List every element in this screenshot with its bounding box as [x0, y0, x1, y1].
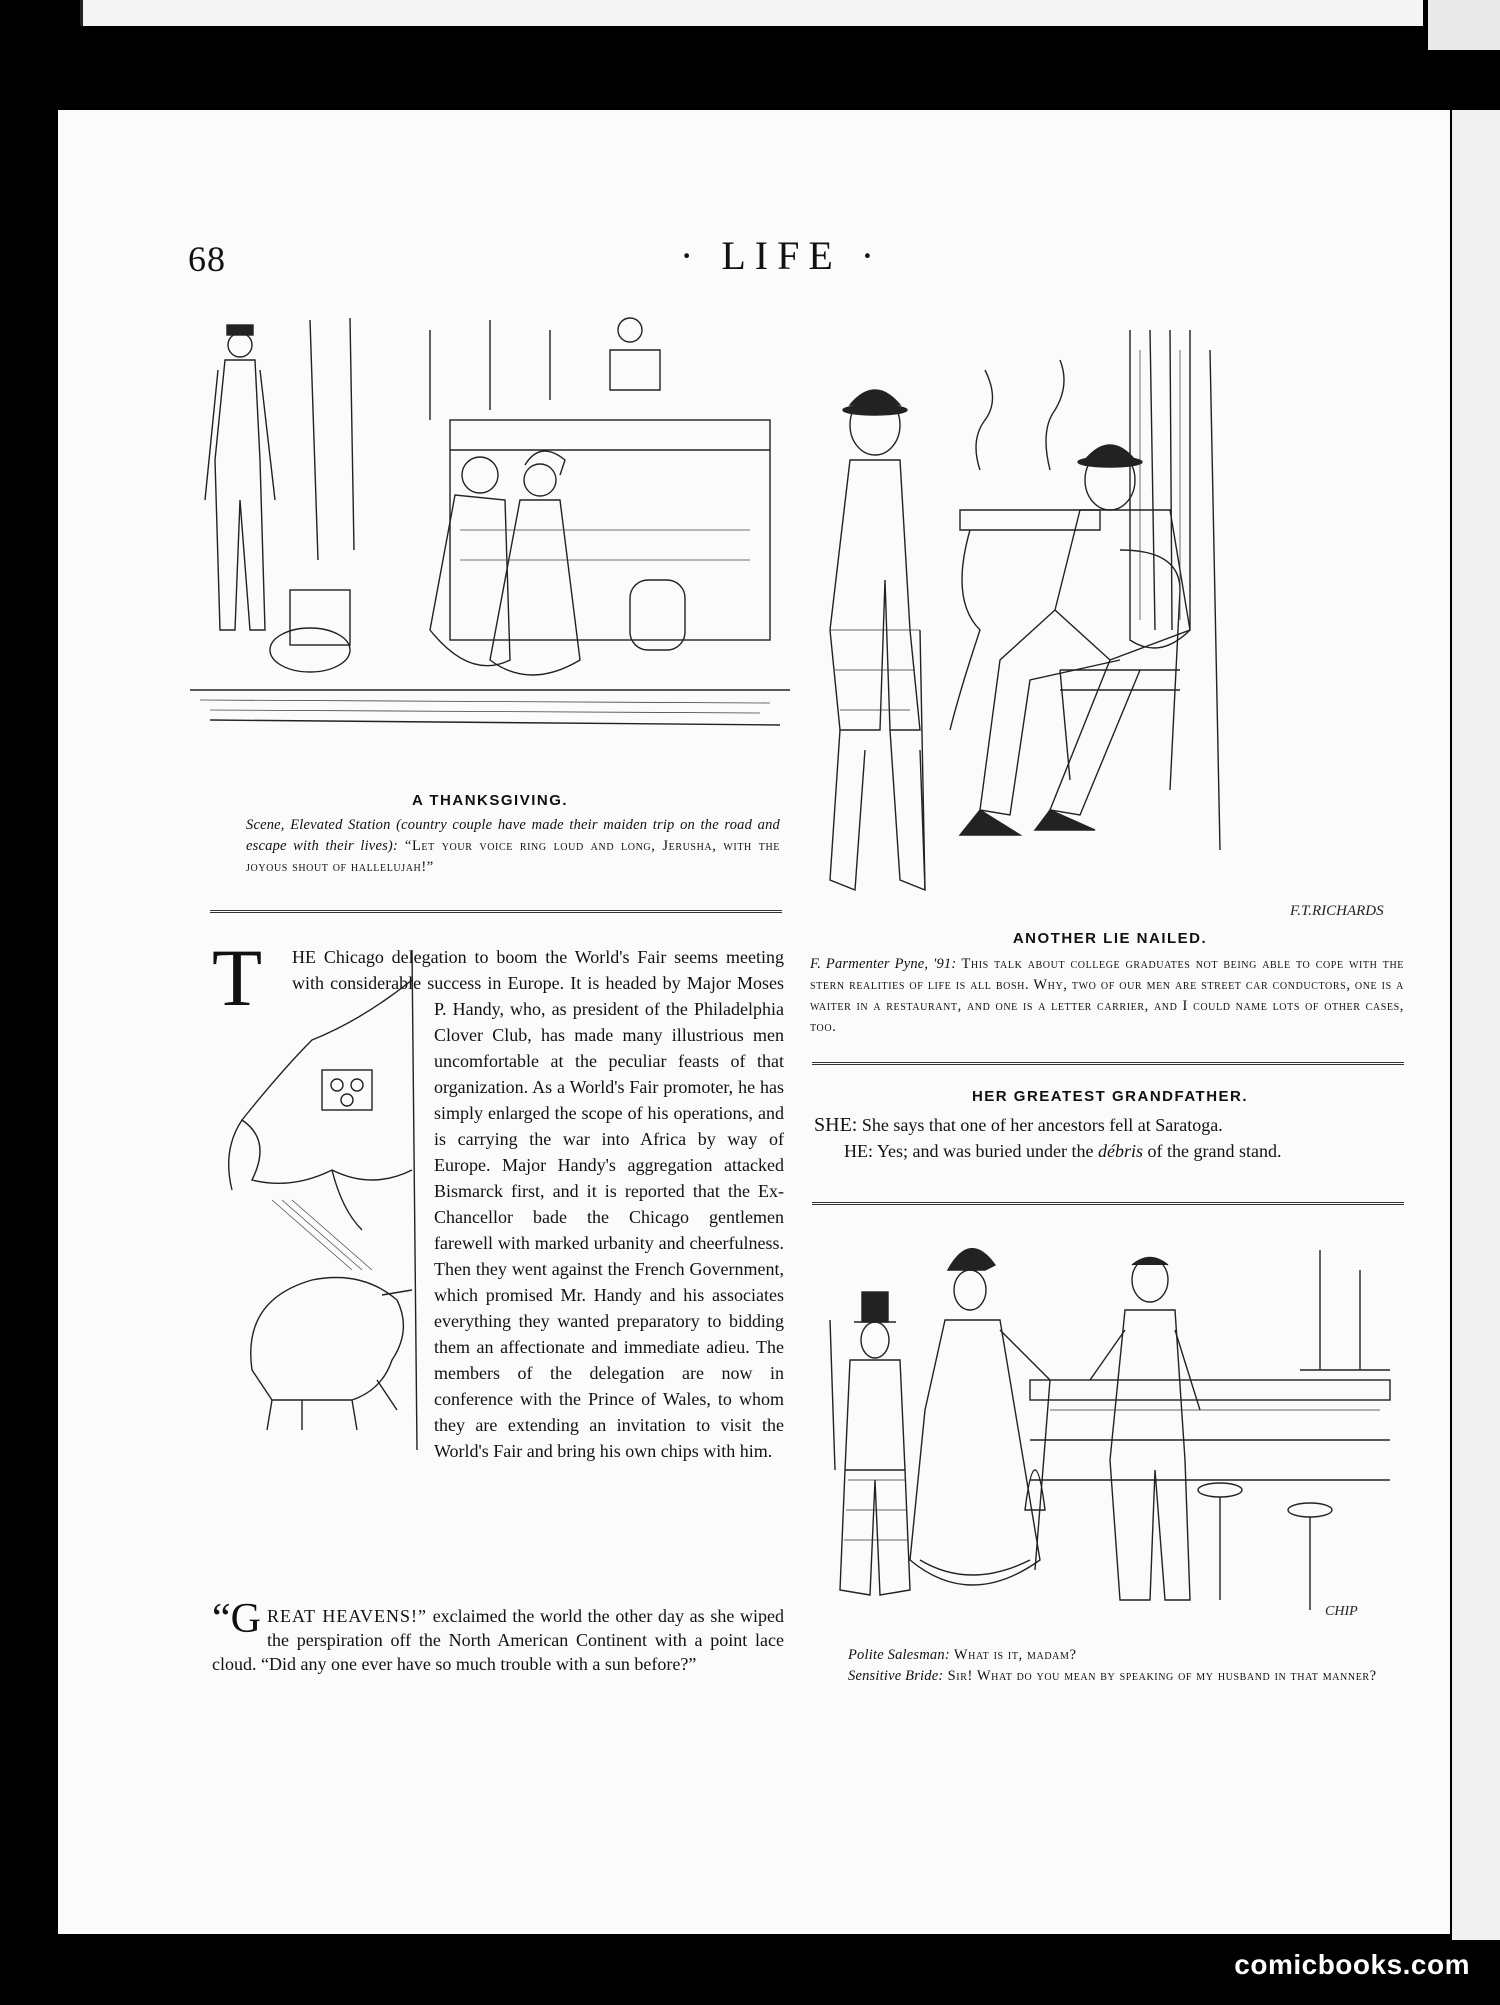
another-lie-signature: F.T.RICHARDS [1290, 903, 1384, 919]
bride-caption [812, 1645, 1406, 1687]
adjacent-page-corner [1428, 0, 1500, 50]
another-lie-illustration [810, 330, 1410, 930]
thanksgiving-caption [246, 815, 780, 878]
thanksgiving-speaker: Scene, Elevated Station (country couple have made their maiden trip on the road and escape with their lives): [246, 817, 780, 854]
bride-line-1 [812, 1645, 1406, 1666]
great-heavens-caps: REAT HEAVENS!” [266, 1606, 427, 1626]
divider-rule [812, 1062, 1404, 1065]
drop-cap: T [212, 932, 263, 1023]
illustration-space [212, 1014, 434, 1532]
he-text-2: of the grand stand. [1147, 1141, 1282, 1161]
great-heavens-drop-cap: “G [212, 1596, 261, 1642]
masthead-title: · LIFE · [680, 233, 884, 278]
source-watermark: comicbooks.com [1234, 1949, 1470, 1980]
chicago-delegation-article [212, 932, 784, 1532]
thanksgiving-title: A THANKSGIVING. [411, 792, 569, 809]
he-line [814, 1138, 1404, 1164]
she-line [814, 1112, 1404, 1138]
chicago-article-text: HE Chicago delegation to boom the World's Fair seems meeting with considerable success in Europe. It is headed by Major Moses P. Handy, who, as president of the Philadelphia Clover Club, has made many illustrious men uncomfortable at the peculiar feasts of that organization. As a World's Fair promoter, he has simply enlarged the scope of his operations, and is carrying the war into Africa by way of Europe. Major Handy's aggregation attacked Bismarck first, and it is reported that the Ex-Chancellor bade the Chicago gentlemen farewell with marked urbanity and cheerfulness. Then they went against the French Government, which promised Mr. Handy and his associates everything they wanted preparatory to bidding them an affectionate and immediate adieu. The members of the delegation are now in conference with the Prince of Wales, to whom they are extending an invitation to visit the World's Fair and bring his own chips with him. [292, 947, 784, 1461]
adjacent-page-edge [80, 0, 1423, 26]
divider-rule [812, 1202, 1404, 1205]
he-text-1: Yes; and was buried under the [876, 1141, 1094, 1161]
she-text: She says that one of her ancestors fell at Saratoga. [861, 1115, 1223, 1135]
salesman-speaker: Polite Salesman: [848, 1647, 950, 1663]
another-lie-title: ANOTHER LIE NAILED. [1012, 930, 1208, 947]
another-lie-quote: This talk about college graduates not being able to cope with the stern realities of life is all bosh. Why, two of our men are street car conductors, one is a waiter in a restaurant, and one is a letter carrier, and I could name lots of other cases, too. [810, 956, 1405, 1035]
thanksgiving-quote: “Let your voice ring loud and long, Jerusha, with the joyous shout of hallelujah!” [246, 838, 780, 875]
bride-line: Sir! What do you mean by speaking of my husband in that manner? [947, 1668, 1377, 1684]
grandfather-title: HER GREATEST GRANDFATHER. [971, 1088, 1249, 1105]
page-number: 68 [188, 239, 226, 279]
he-label: HE: [844, 1141, 873, 1161]
grandfather-dialogue [814, 1112, 1404, 1164]
great-heavens-text: exclaimed the world the other day as she wiped the perspiration off the North American Continent with a point lace cloud. “Did any one ever have so much trouble with a sun before?” [212, 1606, 784, 1674]
facing-page-edge [1452, 110, 1500, 1940]
bride-signature: CHIP [1325, 1604, 1358, 1619]
bride-line-2 [812, 1666, 1406, 1687]
he-debris: débris [1097, 1141, 1143, 1161]
another-lie-speaker: F. Parmenter Pyne, '91: [810, 956, 957, 972]
another-lie-caption [810, 954, 1404, 1038]
thanksgiving-illustration [190, 300, 790, 780]
salesman-line: What is it, madam? [953, 1647, 1077, 1663]
great-heavens-anecdote [212, 1596, 784, 1676]
bride-speaker: Sensitive Bride: [848, 1668, 944, 1684]
divider-rule [210, 910, 782, 913]
bride-salesman-illustration [820, 1210, 1410, 1640]
she-label: SHE: [814, 1114, 858, 1136]
